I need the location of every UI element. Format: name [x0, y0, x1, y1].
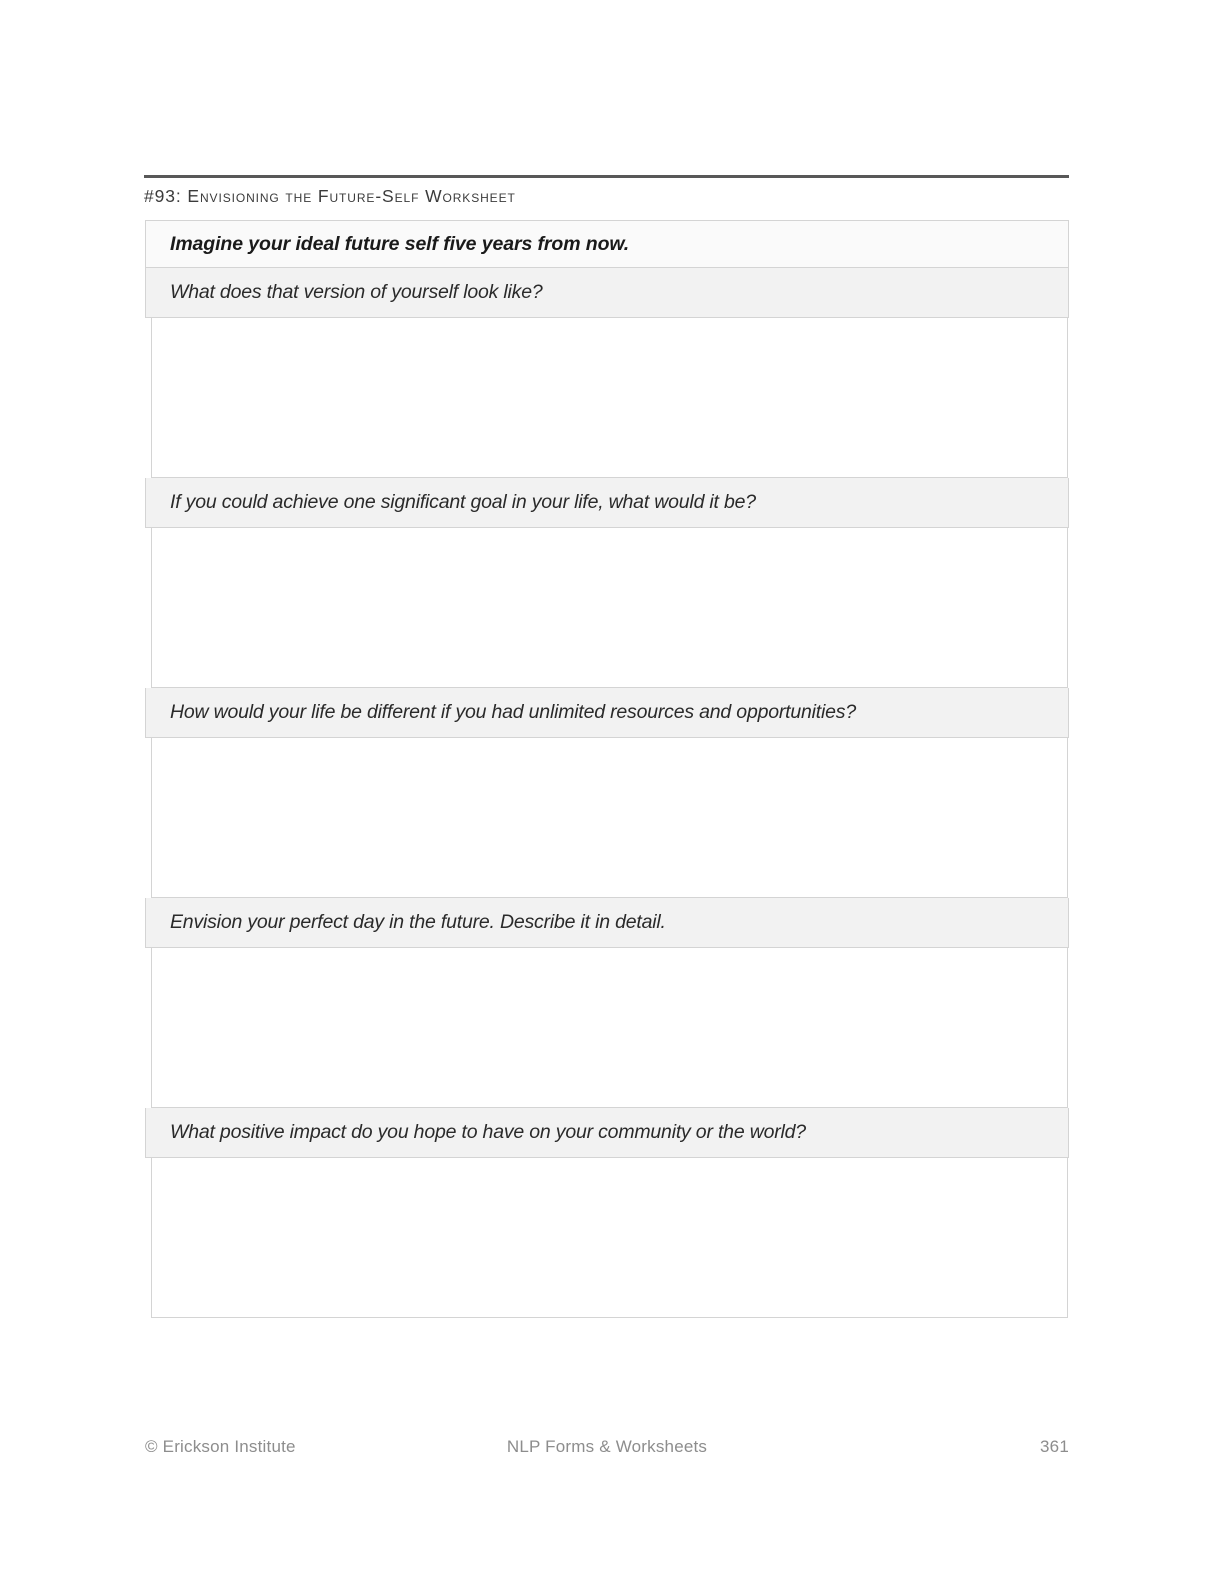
answer-field-5[interactable]: [151, 1158, 1068, 1318]
answer-cell-2: [146, 528, 1069, 689]
question-cell-1: [146, 268, 1069, 318]
answer-row-3: [146, 738, 1069, 899]
title-divider-rule: [144, 175, 1069, 178]
answer-field-2[interactable]: [151, 528, 1068, 688]
question-row-3: [146, 688, 1069, 738]
worksheet-table: [145, 220, 1069, 1318]
question-label-3: How would your life be different if you had unlimited resources and opportunities?: [170, 701, 857, 723]
answer-row-4: [146, 948, 1069, 1109]
answer-field-3[interactable]: [151, 738, 1068, 898]
prompt-row: [146, 221, 1069, 268]
question-row-4: [146, 898, 1069, 948]
footer-document-title: NLP Forms & Worksheets: [506, 1437, 708, 1456]
question-label-1: What does that version of yourself look like?: [170, 281, 543, 303]
prompt-cell: [146, 221, 1069, 268]
question-cell-2: [146, 478, 1069, 528]
question-cell-3: [146, 688, 1069, 738]
footer-copyright: © Erickson Institute: [145, 1437, 296, 1456]
question-cell-4: [146, 898, 1069, 948]
page-title: #93: Envisioning the Future-Self Worksheet: [144, 186, 516, 206]
question-cell-5: [146, 1108, 1069, 1158]
answer-cell-1: [146, 318, 1069, 479]
question-row-1: [146, 268, 1069, 318]
worksheet-prompt-text: Imagine your ideal future self five years from now.: [170, 232, 630, 255]
question-row-2: [146, 478, 1069, 528]
answer-cell-5: [146, 1158, 1069, 1319]
answer-cell-3: [146, 738, 1069, 899]
answer-row-1: [146, 318, 1069, 479]
footer-page-number: 361: [1040, 1437, 1069, 1456]
answer-row-2: [146, 528, 1069, 689]
answer-field-1[interactable]: [151, 318, 1068, 478]
question-label-5: What positive impact do you hope to have on your community or the world?: [170, 1121, 806, 1143]
answer-field-4[interactable]: [151, 948, 1068, 1108]
question-label-4: Envision your perfect day in the future. Describe it in detail.: [170, 911, 666, 933]
answer-cell-4: [146, 948, 1069, 1109]
question-row-5: [146, 1108, 1069, 1158]
answer-row-5: [146, 1158, 1069, 1319]
question-label-2: If you could achieve one significant goal in your life, what would it be?: [170, 491, 756, 513]
page-footer: [145, 1437, 1069, 1461]
worksheet-table-body: [146, 221, 1069, 1319]
